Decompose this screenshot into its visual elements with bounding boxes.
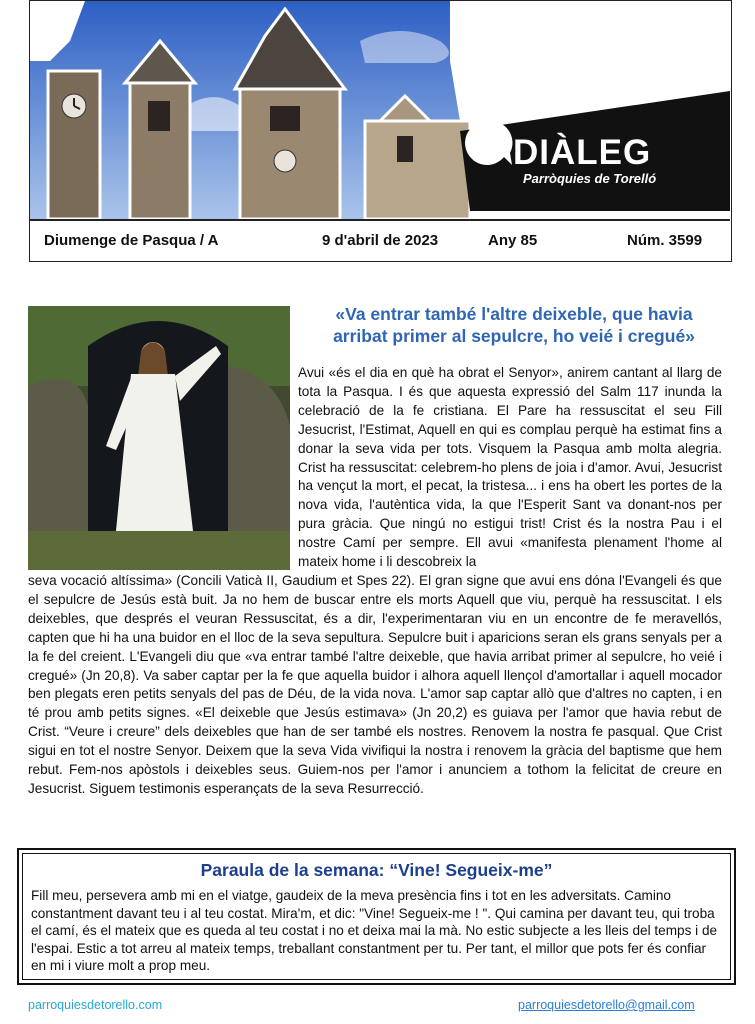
- article-body-full-width: [28, 572, 722, 799]
- word-of-the-week-inner-frame: [22, 853, 731, 980]
- issue-day: Diumenge de Pasqua / A: [44, 232, 219, 249]
- masthead: [29, 0, 732, 262]
- word-of-the-week-box: [17, 848, 736, 985]
- resurrection-image: [28, 306, 290, 570]
- article-headline: [300, 303, 728, 347]
- masthead-banner: [30, 1, 730, 219]
- article-paragraph: Avui «és el dia en què ha obrat el Senyor», anirem cantant al llarg de tota la Pasqua. I és que aquesta expressió del Salm 117 inunda la celebració de la fe cristiana. El Pare ha ressuscitat el seu Fill Jesucrist, l'Estimat, Aquell en qui es complau perquè ha estimat fins a donar la seva vida per tots. Visquem la Pasqua amb molta alegria. Crist ha ressuscitat: celebrem-ho plens de joia i d'amor. Avui, Jesucrist ha vençut la mort, el pecat, la tristesa... i ens ha obert les portes de la nova vida, l'autèntica vida, la que l'Esperit Sant va donant-nos per pura gràcia. Que ningú no estigui trist! Crist és la nostra Pau i el nostre Camí per sempre. Ell avui «manifesta plenament l'home al mateix home i li descobreix la: [298, 365, 722, 570]
- issue-date: 9 d'abril de 2023: [322, 232, 439, 249]
- issue-info-bar: [30, 219, 730, 262]
- article-body-column: [298, 364, 722, 572]
- logo-title: DIÀLEG: [513, 133, 652, 172]
- word-of-the-week-text: Fill meu, persevera amb mi en el viatge, gaudeix de la meva presència fins i tot en les adversitats. Camino constantment davant teu i al teu costat. Mira'm, et dic: "Vine! Segueix-me ! ". Qui camina per davant teu, qui troba el camí, és el mateix que es queda al teu costat i no et deixa mai la mà. No estic subjecte a les lleis del temps i de l'espai. Estic a tot arreu al mateix temps, treballant constantment per tu. Per tant, el millor que pots fer és confiar en mi i viure molt a prop meu.: [31, 888, 718, 973]
- issue-year: Any 85: [488, 232, 538, 249]
- article-paragraph-continued: seva vocació altíssima» (Concili Vaticà II, Gaudium et Spes 22). El gran signe que avui ens dóna l'Evangeli és que el sepulcre de Jesús està buit. Ja no hem de buscar entre els morts Aquell que viu, perquè ha ressuscitat. I els deixebles, que després el veuran Ressuscitat, és a dir, l'experimentaran viu en un encontre de fe meravellós, capten que hi ha una buidor en el lloc de la seva sepultura. Sepulcre buit i aparicions seran els grans senyals per a la fe del creient. L'Evangeli diu que «va entrar també l'altre deixeble, que havia arribat primer al sepulcre, ho veié i cregué» (Jn 20,8). Va saber captar per la fe que aquella buidor i alhora aquell llençol d'amortallar i aquell mocador ben plegats eren petits senyals del pas de Déu, de la vida nova. L'amor sap captar allò que d'altres no capten, i en té prou amb petits signes. «El deixeble que Jesús estimava» (Jn 20,2) es guiava per l'amor que havia rebut de Crist. “Veure i creure” dels deixebles que han de ser també els nostres. Renovem la nostra fe pasqual. Que Crist sigui en tot el nostre Senyor. Deixem que la seva Vida vivifiqui la nostra i renovem la gràcia del baptisme que hem rebut. Fem-nos apòstols i deixebles seus. Guiem-nos per l'amor i anunciem a tothom la felicitat de creure en Jesucrist. Siguem testimonis esperançats de la seva Resurrecció.: [28, 573, 722, 796]
- headline-line-1: «Va entrar també l'altre deixeble, que havia: [335, 304, 693, 324]
- clock-face: [274, 150, 296, 172]
- issue-number: Núm. 3599: [627, 232, 703, 249]
- ground: [28, 531, 290, 570]
- website-link[interactable]: parroquiesdetorello.com: [28, 998, 163, 1012]
- clock-tower: [48, 71, 100, 219]
- word-of-the-week-title: Paraula de la semana: “Vine! Segueix-me”: [200, 860, 553, 880]
- headline-line-2: arribat primer al sepulcre, ho veié i cregué»: [333, 326, 695, 346]
- logo-subtitle: Parròquies de Torelló: [523, 171, 657, 186]
- email-link[interactable]: parroquiesdetorello@gmail.com: [518, 998, 695, 1012]
